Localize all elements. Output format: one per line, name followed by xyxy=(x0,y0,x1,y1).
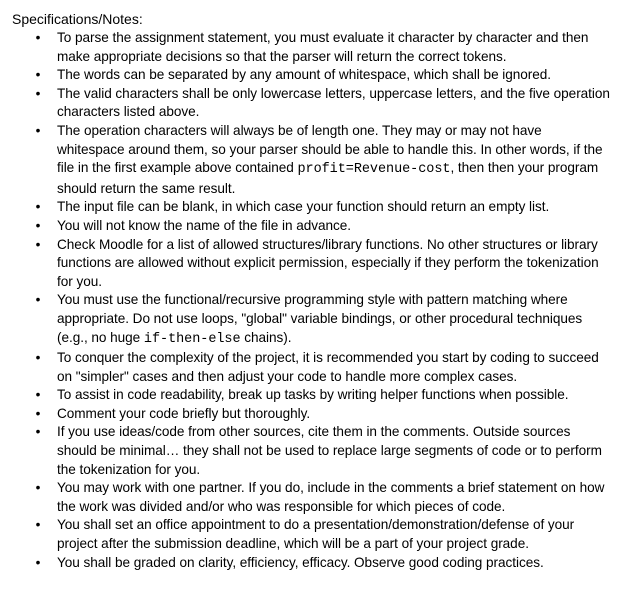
list-item xyxy=(12,85,610,122)
list-item xyxy=(12,198,610,217)
bullet-icon: • xyxy=(35,85,41,101)
list-item-text: If you use ideas/code from other sources, cite them in the comments. Outside sources should be minimal… they shall not be used to replace large segments of code or to perform the tokenization for you. xyxy=(57,424,602,477)
list-item-text: You will not know the name of the file in advance. xyxy=(57,217,351,233)
list-item xyxy=(12,479,610,516)
list-item-text: chains). xyxy=(240,329,292,345)
list-item xyxy=(12,236,610,292)
bullet-icon: • xyxy=(35,480,41,496)
list-item xyxy=(12,516,610,553)
section-heading: Specifications/Notes: xyxy=(12,11,143,27)
list-item xyxy=(12,29,610,66)
bullet-icon: • xyxy=(35,424,41,440)
bullet-icon: • xyxy=(35,517,41,533)
bullet-icon: • xyxy=(35,30,41,45)
bullet-icon: • xyxy=(35,405,41,421)
list-item xyxy=(12,66,610,85)
list-item-text: You shall set an office appointment to do a presentation/demonstration/defense of your project after the submission deadline, which will be a part of your project grade. xyxy=(57,517,575,552)
list-item xyxy=(12,217,610,236)
list-item-text: You shall be graded on clarity, efficiency, efficacy. Observe good coding practices. xyxy=(57,554,544,570)
bullet-icon: • xyxy=(35,554,41,570)
list-item xyxy=(12,423,610,479)
list-item-text: Comment your code briefly but thoroughly. xyxy=(57,405,311,421)
list-item xyxy=(12,554,610,573)
list-item-text: The words can be separated by any amount of whitespace, which shall be ignored. xyxy=(57,67,552,83)
inline-code: profit=Revenue-cost xyxy=(297,162,451,178)
list-item xyxy=(12,291,610,349)
list-item-text: Check Moodle for a list of allowed structures/library functions. No other structures or library functions are allowed without explicit permission, especially if they perform the tokenization for you. xyxy=(57,236,599,289)
list-item-text: , then then your program should return the same result. xyxy=(57,160,599,196)
bullet-icon: • xyxy=(35,350,41,366)
inline-code: if-then-else xyxy=(143,331,241,347)
list-item-text: The input file can be blank, in which case your function should return an empty list. xyxy=(57,199,550,215)
bullet-icon: • xyxy=(35,387,41,403)
list-item-text: You must use the functional/recursive programming style with pattern matching where appropriate. Do not use loops, "global" variable bindings, or other procedural techniques (e.g., no huge xyxy=(57,292,583,345)
list-item xyxy=(12,386,610,405)
bullet-icon: • xyxy=(35,67,41,83)
bullet-icon: • xyxy=(35,217,41,233)
list-item xyxy=(12,349,610,386)
bullet-icon: • xyxy=(35,122,41,138)
bullet-icon: • xyxy=(35,199,41,215)
list-item-text: The valid characters shall be only lowercase letters, uppercase letters, and the five operation characters listed above. xyxy=(57,85,610,120)
list-item-text: You may work with one partner. If you do, include in the comments a brief statement on how the work was divided and/or who was responsible for which pieces of code. xyxy=(57,480,605,514)
list-item xyxy=(12,122,610,198)
list-item-text: To conquer the complexity of the project, it is recommended you start by coding to succeed on "simpler" cases and then adjust your code to handle more complex cases. xyxy=(57,350,599,384)
list-item-text: To parse the assignment statement, you must evaluate it character by character and then make appropriate decisions so that the parser will return the correct tokens. xyxy=(57,30,589,64)
notes-list xyxy=(12,29,610,572)
list-item-text: The operation characters will always be of length one. They may or may not have whitespace around them, so your parser should be able to handle this. In other words, if the file in the first example above contained xyxy=(57,122,603,176)
bullet-icon: • xyxy=(35,236,41,252)
list-item xyxy=(12,405,610,424)
list-item-text: To assist in code readability, break up tasks by writing helper functions when possible. xyxy=(57,387,569,403)
bullet-icon: • xyxy=(35,292,41,308)
